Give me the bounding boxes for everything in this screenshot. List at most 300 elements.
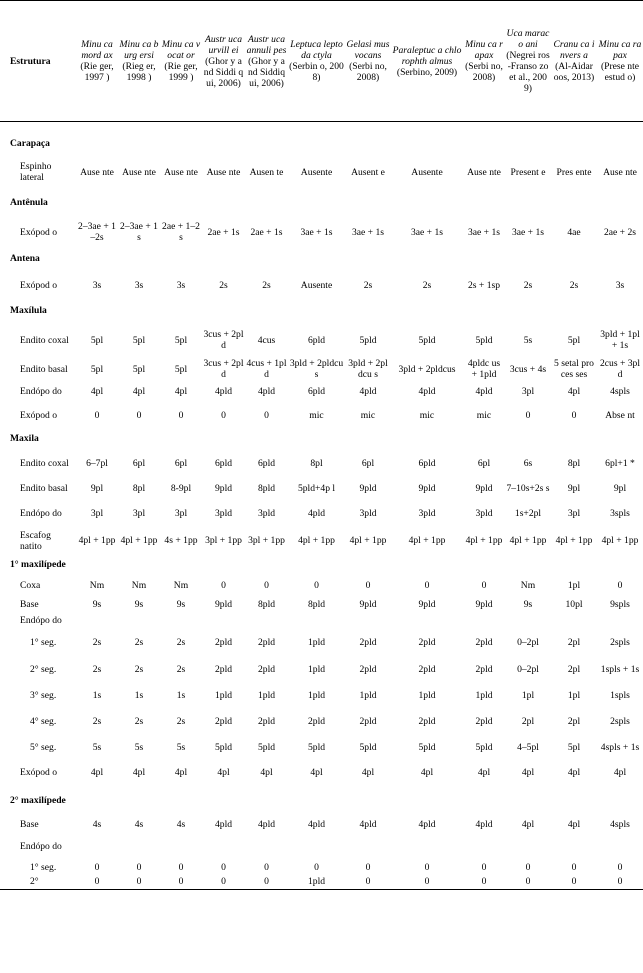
header-row — [0, 1, 643, 122]
table-cell: 2pld — [359, 716, 377, 727]
table-cell: 1pl — [567, 580, 581, 591]
table-cell: 4pl — [567, 818, 581, 830]
structure-label: Endito coxal — [20, 334, 69, 346]
table-cell: Present e — [510, 166, 546, 178]
table-cell — [118, 128, 160, 159]
section-label: Antênula — [10, 196, 48, 208]
table-cell: 4spls + 1s — [600, 741, 640, 753]
table-cell: 2pld — [418, 664, 436, 675]
table-cell: 0 — [314, 580, 319, 591]
structure-label: Endito basal — [20, 482, 68, 494]
table-row — [0, 832, 643, 860]
table-cell: 0 — [365, 580, 371, 591]
table-cell: 0 — [617, 862, 623, 873]
table-cell — [597, 832, 643, 860]
table-cell: 8pld — [257, 482, 276, 494]
species-name: Minu ca burg ersi — [119, 39, 159, 61]
table-cell — [118, 245, 160, 272]
table-cell: 3pl + 1pp — [205, 535, 242, 546]
table-cell: Ausen te — [249, 166, 284, 178]
table-cell — [597, 185, 643, 219]
table-cell — [160, 428, 202, 449]
species-column-header — [463, 1, 505, 122]
table-cell: mic — [309, 409, 324, 421]
structure-label: Base — [20, 598, 39, 610]
table-cell — [160, 128, 202, 159]
table-cell: 9pld — [359, 598, 377, 610]
table-cell: 4–5pl — [517, 741, 539, 753]
table-row — [0, 759, 643, 785]
species-name: Minu ca mord ax — [81, 39, 113, 61]
table-cell: 2s — [363, 279, 373, 291]
table-cell — [160, 832, 202, 860]
table-cell — [345, 298, 391, 322]
table-cell — [245, 128, 288, 159]
table-cell: 0 — [505, 875, 551, 889]
table-cell: Ause nte — [80, 166, 114, 178]
table-cell: 9pld — [475, 482, 493, 494]
table-cell: 2ae + 1–2s — [162, 221, 200, 243]
table-cell — [597, 298, 643, 322]
table-cell: 5pl — [132, 334, 146, 346]
table-cell: 4pld — [475, 385, 493, 397]
table-cell: 9pld — [359, 482, 377, 494]
table-cell: 5pld — [475, 741, 493, 753]
table-cell: 5pl — [567, 741, 581, 753]
table-cell: 3cus + 2pld — [203, 358, 244, 380]
species-name: Minu ca vocat or — [161, 39, 201, 61]
table-cell: 2s — [92, 716, 102, 727]
structure-label: 4° seg. — [30, 716, 57, 727]
table-cell: mic — [360, 409, 376, 421]
table-cell: 5s — [92, 741, 102, 753]
table-cell: 0 — [463, 875, 505, 889]
table-cell: 0 — [118, 875, 160, 889]
table-cell: 2s — [219, 279, 228, 291]
table-cell — [551, 612, 597, 629]
table-cell — [345, 785, 391, 816]
table-cell: 2ae + 2s — [603, 226, 637, 238]
table-cell: 5pl — [567, 334, 581, 346]
table-cell: 9pld — [214, 482, 233, 494]
table-cell: 10pl — [565, 598, 583, 610]
table-cell: 0 — [345, 875, 391, 889]
table-cell: 2pld — [475, 664, 493, 675]
table-cell: 2s — [176, 637, 186, 648]
table-cell: 4pl — [477, 766, 491, 778]
table-cell: Ause nte — [467, 166, 501, 178]
structure-label: 1° seg. — [30, 637, 57, 648]
table-cell: 5pl — [90, 363, 104, 375]
table-cell: Ause nte — [122, 166, 156, 178]
table-row — [0, 575, 643, 596]
table-cell: 5pld — [418, 334, 436, 346]
species-column-header — [288, 1, 345, 122]
table-cell: 0 — [365, 862, 371, 873]
table-cell: 3pld + 1pl + 1s — [600, 329, 640, 351]
table-cell — [160, 785, 202, 816]
table-cell — [118, 554, 160, 575]
table-cell: 2ae + 1s — [250, 226, 283, 238]
table-cell: 1pld — [475, 690, 493, 701]
table-cell: 2pld — [359, 664, 377, 675]
table-cell — [76, 785, 118, 816]
table-cell: 3pld — [418, 507, 436, 519]
species-reference: (Serbi no, 2008) — [465, 61, 503, 83]
species-name: Austr uca annuli pes — [246, 33, 287, 56]
table-cell: 2pl — [567, 664, 581, 675]
table-cell: Ause nte — [603, 166, 637, 178]
table-cell: 0 — [178, 862, 184, 873]
table-cell — [597, 128, 643, 159]
section-row — [0, 428, 643, 449]
table-cell — [160, 298, 202, 322]
table-cell: 4pl — [613, 766, 627, 778]
table-cell — [391, 128, 463, 159]
table-cell: 3pld — [257, 507, 276, 519]
table-cell: 0 — [94, 862, 100, 873]
table-cell — [597, 612, 643, 629]
table-cell: 2s + 1sp — [467, 279, 501, 291]
table-cell: 3pl — [90, 507, 104, 519]
table-cell: 4pld — [214, 385, 233, 397]
table-row — [0, 875, 643, 889]
table-cell: 4pl — [361, 766, 375, 778]
table-cell: 2pld — [214, 716, 233, 727]
table-cell: 2pl — [521, 716, 535, 727]
table-cell: Ausent e — [351, 166, 385, 178]
table-cell — [463, 245, 505, 272]
table-cell — [118, 832, 160, 860]
table-cell: 0 — [94, 409, 100, 421]
structure-label: Endópo do — [20, 840, 62, 852]
table-cell — [245, 245, 288, 272]
table-cell — [345, 185, 391, 219]
table-cell: 0 — [221, 580, 226, 591]
table-cell: 4pld — [257, 818, 276, 830]
table-cell: 9pl — [613, 482, 627, 494]
table-cell: 9pl — [90, 482, 104, 494]
table-cell — [391, 612, 463, 629]
table-cell: 4pld — [418, 385, 436, 397]
table-cell — [551, 185, 597, 219]
table-cell: 5pld+4p l — [297, 482, 336, 494]
table-cell: 4s — [176, 818, 186, 830]
table-cell — [202, 298, 245, 322]
table-cell: 2pld — [214, 664, 233, 675]
table-cell — [551, 128, 597, 159]
section-row — [0, 185, 643, 219]
table-cell: 0 — [525, 409, 531, 421]
table-cell: 5pld — [307, 741, 326, 753]
table-cell: 9s — [134, 598, 144, 610]
table-cell: 5pl — [132, 363, 146, 375]
section-label: Carapaça — [10, 138, 50, 149]
table-cell: 2spls — [610, 716, 630, 727]
structure-label: Espinho lateral — [20, 161, 52, 183]
table-cell: 2s — [92, 664, 102, 675]
table-cell — [245, 612, 288, 629]
table-cell: 2s — [134, 637, 144, 648]
table-cell: 0 — [160, 875, 202, 889]
table-cell: 2pl — [567, 716, 581, 727]
table-cell: 1s+2pl — [514, 507, 542, 519]
section-row — [0, 245, 643, 272]
table-cell: 5pl — [174, 334, 188, 346]
table-cell — [345, 554, 391, 575]
table-cell: 3pl — [521, 385, 535, 397]
table-cell: 4pl — [90, 385, 104, 397]
table-cell: 0 — [424, 862, 430, 873]
species-name: Gelasi mus vocans — [346, 39, 390, 61]
table-cell: 3ae + 1s — [511, 226, 545, 238]
table-cell: 2pld — [257, 637, 276, 648]
table-cell — [345, 128, 391, 159]
table-row — [0, 477, 643, 499]
species-name: Austr uca urvill ei — [204, 33, 243, 56]
table-cell: 4pld — [214, 818, 233, 830]
table-cell: 2s — [176, 716, 186, 727]
table-cell: 6pl — [361, 457, 375, 469]
table-cell: 5pld — [475, 334, 493, 346]
table-cell — [345, 428, 391, 449]
table-cell — [597, 785, 643, 816]
species-reference: (Serbino, 2009) — [396, 66, 458, 78]
table-row — [0, 629, 643, 656]
table-cell — [202, 185, 245, 219]
table-cell: 0 — [481, 862, 487, 873]
table-cell — [118, 785, 160, 816]
table-cell: 2–3ae + 1–2s — [78, 221, 116, 243]
species-name: Leptuca leptoda ctyla — [290, 39, 343, 61]
table-cell: 8pl — [310, 457, 323, 469]
table-cell: 4spls — [610, 818, 630, 830]
table-cell — [505, 832, 551, 860]
table-cell: 9spls — [610, 598, 630, 610]
table-cell — [160, 612, 202, 629]
table-cell — [76, 185, 118, 219]
table-cell: 0 — [314, 862, 319, 873]
table-cell — [288, 832, 345, 860]
table-cell — [288, 785, 345, 816]
table-cell: 2s — [422, 279, 432, 291]
table-cell — [288, 612, 345, 629]
species-reference: (Ghor y and Siddi qui, 2006) — [203, 55, 244, 89]
species-reference: (Ghor y and Siddiq ui, 2006) — [247, 55, 286, 89]
table-cell: 6pl+1 * — [605, 457, 635, 469]
table-cell — [118, 185, 160, 219]
table-cell: 0 — [178, 409, 184, 421]
section-label: Maxila — [10, 433, 39, 444]
table-cell — [76, 832, 118, 860]
table-cell: 4pl + 1pp — [78, 535, 116, 546]
structure-label: 2° — [0, 875, 76, 889]
table-cell: 8-9pl — [170, 482, 192, 494]
table-cell: 5pld — [214, 741, 233, 753]
table-cell: 1pld — [307, 637, 326, 648]
table-cell — [505, 298, 551, 322]
table-cell: 1pld — [307, 690, 326, 701]
table-cell: 3pl — [174, 507, 188, 519]
species-column-header — [391, 1, 463, 122]
table-cell: 9pld — [214, 598, 233, 610]
table-cell: 5pld — [359, 741, 377, 753]
table-cell: 4cus — [257, 334, 276, 346]
table-cell: 6pld — [214, 457, 233, 469]
table-cell: 2pld — [418, 716, 436, 727]
section-row — [0, 298, 643, 322]
table-cell: Nm — [131, 580, 147, 591]
structure-label: Endito coxal — [20, 457, 69, 469]
table-cell: mic — [476, 409, 492, 421]
table-cell: Ausente — [300, 166, 333, 178]
table-cell: 4pl — [567, 385, 581, 397]
table-cell: 4pl — [567, 766, 581, 778]
table-cell: 9pld — [475, 598, 493, 610]
table-cell: 3pld — [359, 507, 377, 519]
table-cell — [463, 612, 505, 629]
section-label: Antena — [10, 253, 40, 264]
table-cell: 3ae + 1s — [351, 226, 385, 238]
table-cell: 5pl — [174, 363, 188, 375]
table-cell: 4s + 1pp — [164, 535, 198, 546]
table-cell: 4pldc us + 1pld — [467, 358, 501, 380]
structure-label: Exópod o — [20, 409, 58, 421]
table-cell — [202, 245, 245, 272]
table-cell: 8pl — [132, 482, 146, 494]
table-cell: Nm — [173, 580, 189, 591]
table-cell: 0 — [76, 875, 118, 889]
table-cell — [391, 785, 463, 816]
table-cell: 4pl — [521, 766, 535, 778]
table-cell: 0 — [597, 875, 643, 889]
table-cell — [551, 298, 597, 322]
table-cell: 2ae + 1s — [207, 226, 240, 238]
table-cell: 0 — [391, 875, 463, 889]
table-cell: 3s — [134, 279, 144, 291]
table-cell — [345, 245, 391, 272]
table-cell — [597, 245, 643, 272]
table-cell: 1pld — [257, 690, 276, 701]
table-cell: 2s — [134, 716, 144, 727]
table-row — [0, 612, 643, 629]
structure-label: Coxa — [20, 580, 41, 591]
table-cell: 3s — [615, 279, 625, 291]
table-cell: 2s — [569, 279, 579, 291]
table-cell — [505, 428, 551, 449]
table-cell — [345, 612, 391, 629]
table-cell: 1pld — [359, 690, 377, 701]
species-name: Cranu ca invers a — [553, 39, 595, 61]
table-cell — [505, 185, 551, 219]
table-cell: 4pl — [174, 385, 188, 397]
table-row — [0, 358, 643, 380]
table-row — [0, 860, 643, 875]
table-cell: Ausente — [300, 279, 333, 291]
table-cell: 0 — [525, 862, 531, 873]
table-cell — [245, 428, 288, 449]
table-cell: 4pld — [418, 818, 436, 830]
species-reference: (Serbi no, 2008) — [349, 61, 387, 83]
structure-label: Endópo do — [20, 615, 62, 626]
structure-label: 2° seg. — [30, 664, 57, 675]
table-cell — [463, 554, 505, 575]
table-cell — [391, 185, 463, 219]
species-reference: (Negrei ros-Franso zo et al., 2009) — [506, 50, 550, 94]
table-cell: 3pld + 2pldcu s — [348, 358, 388, 380]
table-cell — [345, 832, 391, 860]
table-cell: 4pld — [307, 507, 326, 519]
table-cell: 8pl — [567, 457, 581, 469]
table-cell: 3s — [176, 279, 186, 291]
table-cell: 6pld — [307, 334, 326, 346]
table-cell: 5s — [523, 334, 533, 346]
table-cell: 4pl — [174, 766, 188, 778]
table-cell: 1pl — [521, 690, 535, 701]
table-cell: 2spls — [610, 637, 630, 648]
table-cell: 2s — [92, 637, 102, 648]
table-cell: 3pl + 1pp — [248, 535, 285, 546]
table-cell: 0 — [264, 862, 269, 873]
species-column-header — [505, 1, 551, 122]
section-label: 1° maxilípede — [10, 559, 66, 570]
table-cell: 2s — [262, 279, 271, 291]
table-cell: 0–2pl — [517, 637, 539, 648]
table-cell — [245, 185, 288, 219]
table-cell: 2pld — [418, 637, 436, 648]
table-cell: 0 — [202, 875, 245, 889]
table-cell — [463, 185, 505, 219]
table-cell: 3pld + 2pldcus — [398, 363, 456, 375]
species-reference: (Rie ger, 1997 ) — [80, 61, 114, 83]
table-cell: 0 — [264, 580, 269, 591]
table-cell: 5 setal proces ses — [554, 358, 594, 380]
table-cell — [76, 128, 118, 159]
table-cell — [160, 245, 202, 272]
table-cell: 3cus + 2pld — [203, 329, 244, 351]
table-cell: 4pld — [359, 818, 377, 830]
table-cell: 1pld — [418, 690, 436, 701]
table-cell: 1pld — [288, 875, 345, 889]
table-cell — [118, 428, 160, 449]
table-row — [0, 272, 643, 298]
species-name: Uca maraco ani — [506, 28, 550, 50]
table-cell — [160, 554, 202, 575]
table-cell: 2pld — [257, 664, 276, 675]
table-cell — [391, 298, 463, 322]
table-cell: 4pl + 1pp — [465, 535, 503, 546]
table-cell — [202, 428, 245, 449]
species-column-header — [118, 1, 160, 122]
table-cell: 0 — [136, 862, 142, 873]
table-cell — [245, 554, 288, 575]
table-cell: 3pl — [567, 507, 581, 519]
table-cell: 4pl — [260, 766, 273, 778]
table-cell — [551, 785, 597, 816]
table-cell: 4s — [134, 818, 144, 830]
table-cell: 1pld — [307, 664, 326, 675]
structure-label: Endópo do — [20, 507, 62, 519]
table-cell — [391, 428, 463, 449]
species-reference: (Prese nte estud o) — [600, 61, 640, 83]
table-cell: Ause nte — [206, 166, 241, 178]
table-cell: 7–10s+2s s — [506, 482, 550, 494]
structure-label: Endito basal — [20, 363, 68, 375]
table-cell — [391, 832, 463, 860]
table-cell — [288, 298, 345, 322]
table-cell: 3ae + 1s — [410, 226, 444, 238]
table-cell — [76, 298, 118, 322]
